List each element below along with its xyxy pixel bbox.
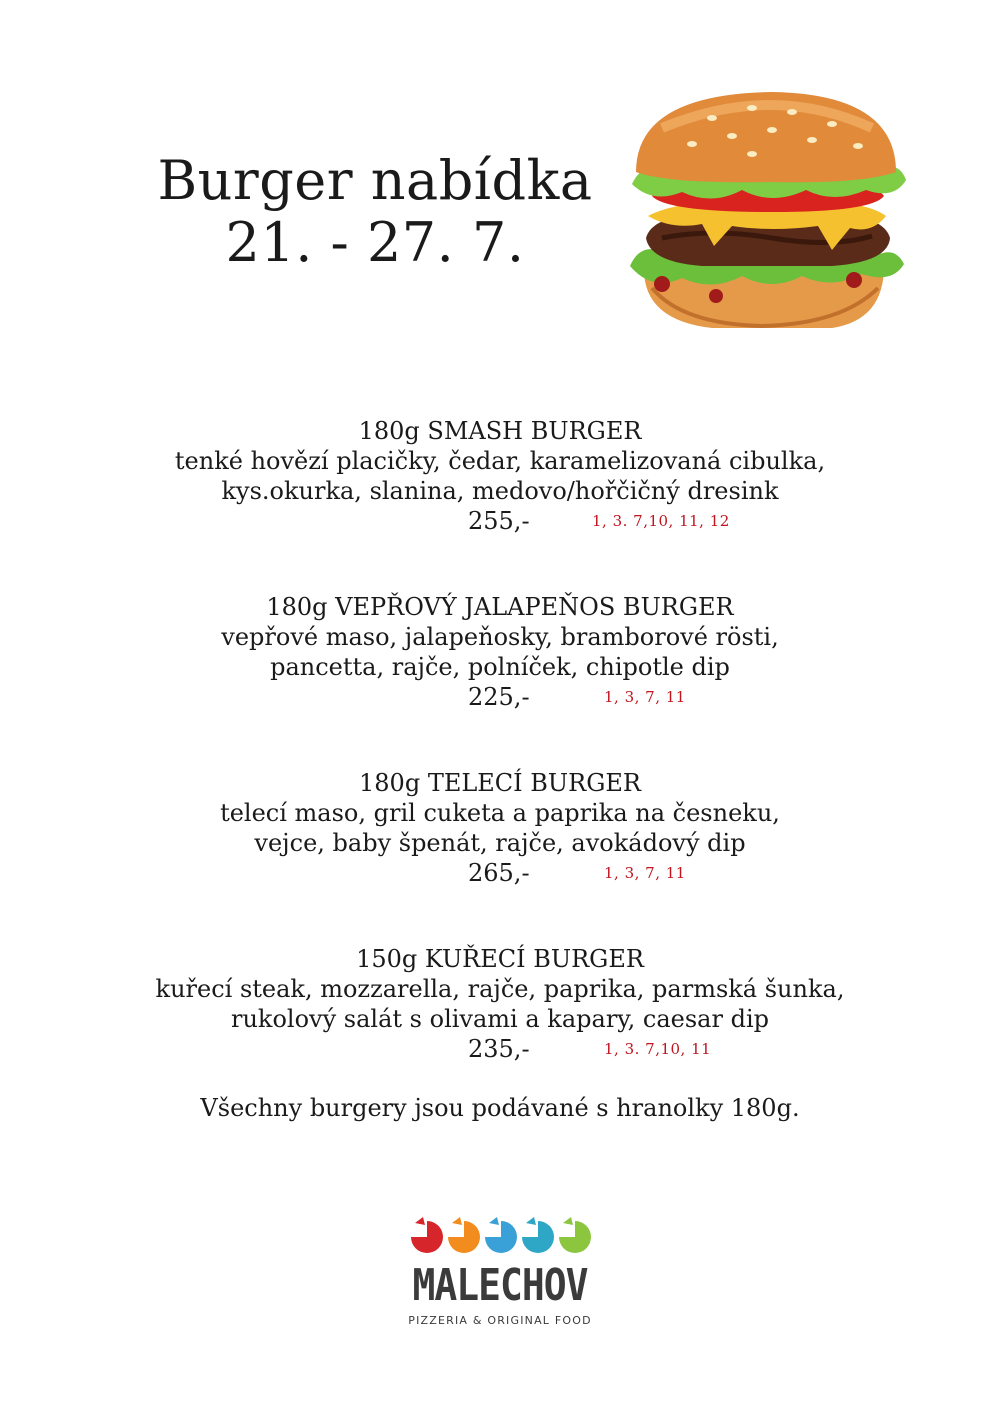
item-description-line-1: vepřové maso, jalapeňosky, bramborové rösti, — [221, 623, 779, 651]
item-description-line-1: tenké hovězí placičky, čedar, karamelizovaná cibulka, — [174, 447, 826, 475]
fries-note: Všechny burgery jsou podávané s hranolky 180g. — [200, 1094, 800, 1122]
item-name: 180g TELECÍ BURGER — [359, 769, 641, 797]
menu-item-smash-burger — [0, 416, 1000, 536]
page-title — [140, 150, 610, 274]
item-allergens: 1, 3, 7, 11 — [604, 688, 686, 706]
title-line-1: Burger nabídka — [157, 149, 593, 212]
logo-tagline: PIZZERIA & ORIGINAL FOOD — [408, 1314, 592, 1327]
item-allergens: 1, 3. 7,10, 11, 12 — [592, 512, 730, 530]
item-description-line-2: vejce, baby špenát, rajče, avokádový dip — [254, 829, 746, 857]
item-price: 235,- — [468, 1035, 530, 1063]
item-description-line-2: kys.okurka, slanina, medovo/hořčičný dresink — [221, 477, 779, 505]
logo-pizza-slices-icon — [405, 1215, 595, 1260]
item-allergens: 1, 3. 7,10, 11 — [604, 1040, 712, 1058]
item-allergens: 1, 3, 7, 11 — [604, 864, 686, 882]
burger-illustration — [622, 88, 910, 338]
item-description-line-1: telecí maso, gril cuketa a paprika na česneku, — [220, 799, 780, 827]
item-description-line-2: pancetta, rajče, polníček, chipotle dip — [270, 653, 730, 681]
malechov-logo — [405, 1215, 595, 1335]
item-name: 150g KUŘECÍ BURGER — [356, 945, 644, 973]
item-price: 265,- — [468, 859, 530, 887]
logo-name: MALECHOV — [412, 1259, 588, 1311]
item-description-line-2: rukolový salát s olivami a kapary, caesar dip — [231, 1005, 769, 1033]
item-name: 180g VEPŘOVÝ JALAPEŇOS BURGER — [266, 593, 734, 621]
title-line-2: 21. - 27. 7. — [225, 211, 525, 274]
menu-item-chicken-burger — [0, 944, 1000, 1064]
item-price: 255,- — [468, 507, 530, 535]
item-description-line-1: kuřecí steak, mozzarella, rajče, paprika, parmská šunka, — [155, 975, 845, 1003]
item-name: 180g SMASH BURGER — [358, 417, 642, 445]
menu-item-jalapenos-burger — [0, 592, 1000, 712]
menu-item-veal-burger — [0, 768, 1000, 888]
item-price: 225,- — [468, 683, 530, 711]
